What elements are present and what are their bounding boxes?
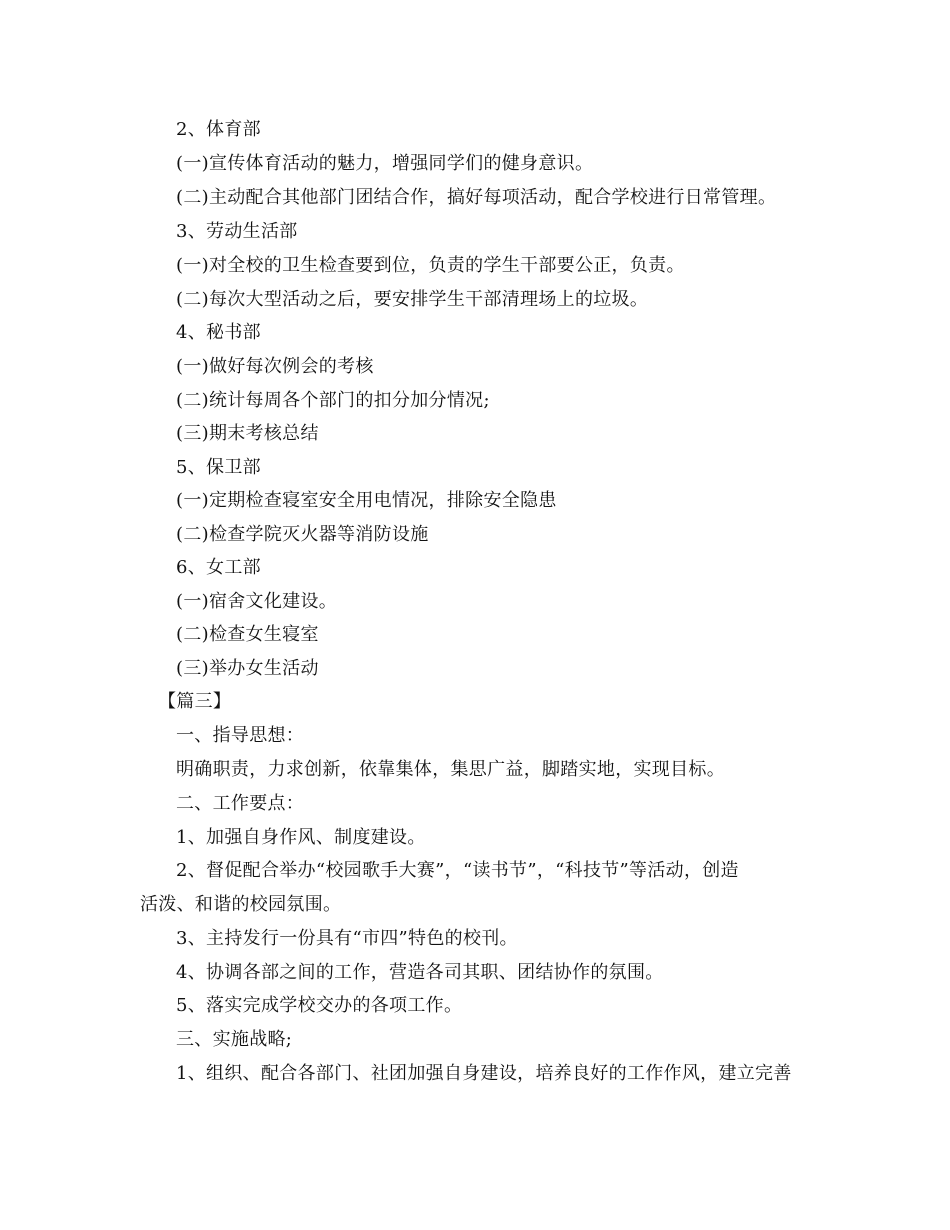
list-item: (二)检查女生寝室	[176, 624, 319, 645]
list-item: 5、落实完成学校交办的各项工作。	[176, 995, 463, 1016]
section-heading: 三、实施战略;	[176, 1029, 293, 1050]
list-item: (一)宣传体育活动的魅力，增强同学们的健身意识。	[176, 153, 594, 174]
paragraph: 明确职责，力求创新，依靠集体，集思广益，脚踏实地，实现目标。	[176, 759, 725, 780]
list-item: (三)期末考核总结	[176, 423, 319, 444]
list-item: 4、协调各部之间的工作，营造各司其职、团结协作的氛围。	[176, 962, 664, 983]
section-heading: 二、工作要点：	[176, 793, 305, 814]
list-item: (一)做好每次例会的考核	[176, 356, 374, 377]
list-item: (二)统计每周各个部门的扣分加分情况;	[176, 390, 490, 411]
list-item: (三)举办女生活动	[176, 658, 319, 679]
section-heading: 4、秘书部	[176, 322, 261, 343]
list-item: (一)宿舍文化建设。	[176, 591, 338, 612]
section-heading: 6、女工部	[176, 557, 261, 578]
list-item: 3、主持发行一份具有“市四”特色的校刊。	[176, 928, 518, 949]
list-item: (二)主动配合其他部门团结合作，搞好每项活动，配合学校进行日常管理。	[176, 187, 777, 208]
list-item: (一)对全校的卫生检查要到位，负责的学生干部要公正，负责。	[176, 255, 685, 276]
list-item: (一)定期检查寝室安全用电情况，排除安全隐患	[176, 490, 557, 511]
section-heading: 一、指导思想：	[176, 725, 305, 746]
list-item: 2、督促配合举办“校园歌手大赛”，“读书节”，“科技节”等活动，创造	[176, 860, 739, 881]
list-item-continuation: 活泼、和谐的校园氛围。	[140, 894, 342, 915]
part-title: 【篇三】	[158, 691, 232, 712]
section-heading: 5、保卫部	[176, 457, 261, 478]
list-item: (二)每次大型活动之后，要安排学生干部清理场上的垃圾。	[176, 289, 649, 310]
section-heading: 2、体育部	[176, 119, 261, 140]
list-item: (二)检查学院灭火器等消防设施	[176, 524, 429, 545]
list-item: 1、加强自身作风、制度建设。	[176, 827, 426, 848]
section-heading: 3、劳动生活部	[176, 221, 298, 242]
list-item: 1、组织、配合各部门、社团加强自身建设，培养良好的工作作风，建立完善	[176, 1063, 792, 1084]
